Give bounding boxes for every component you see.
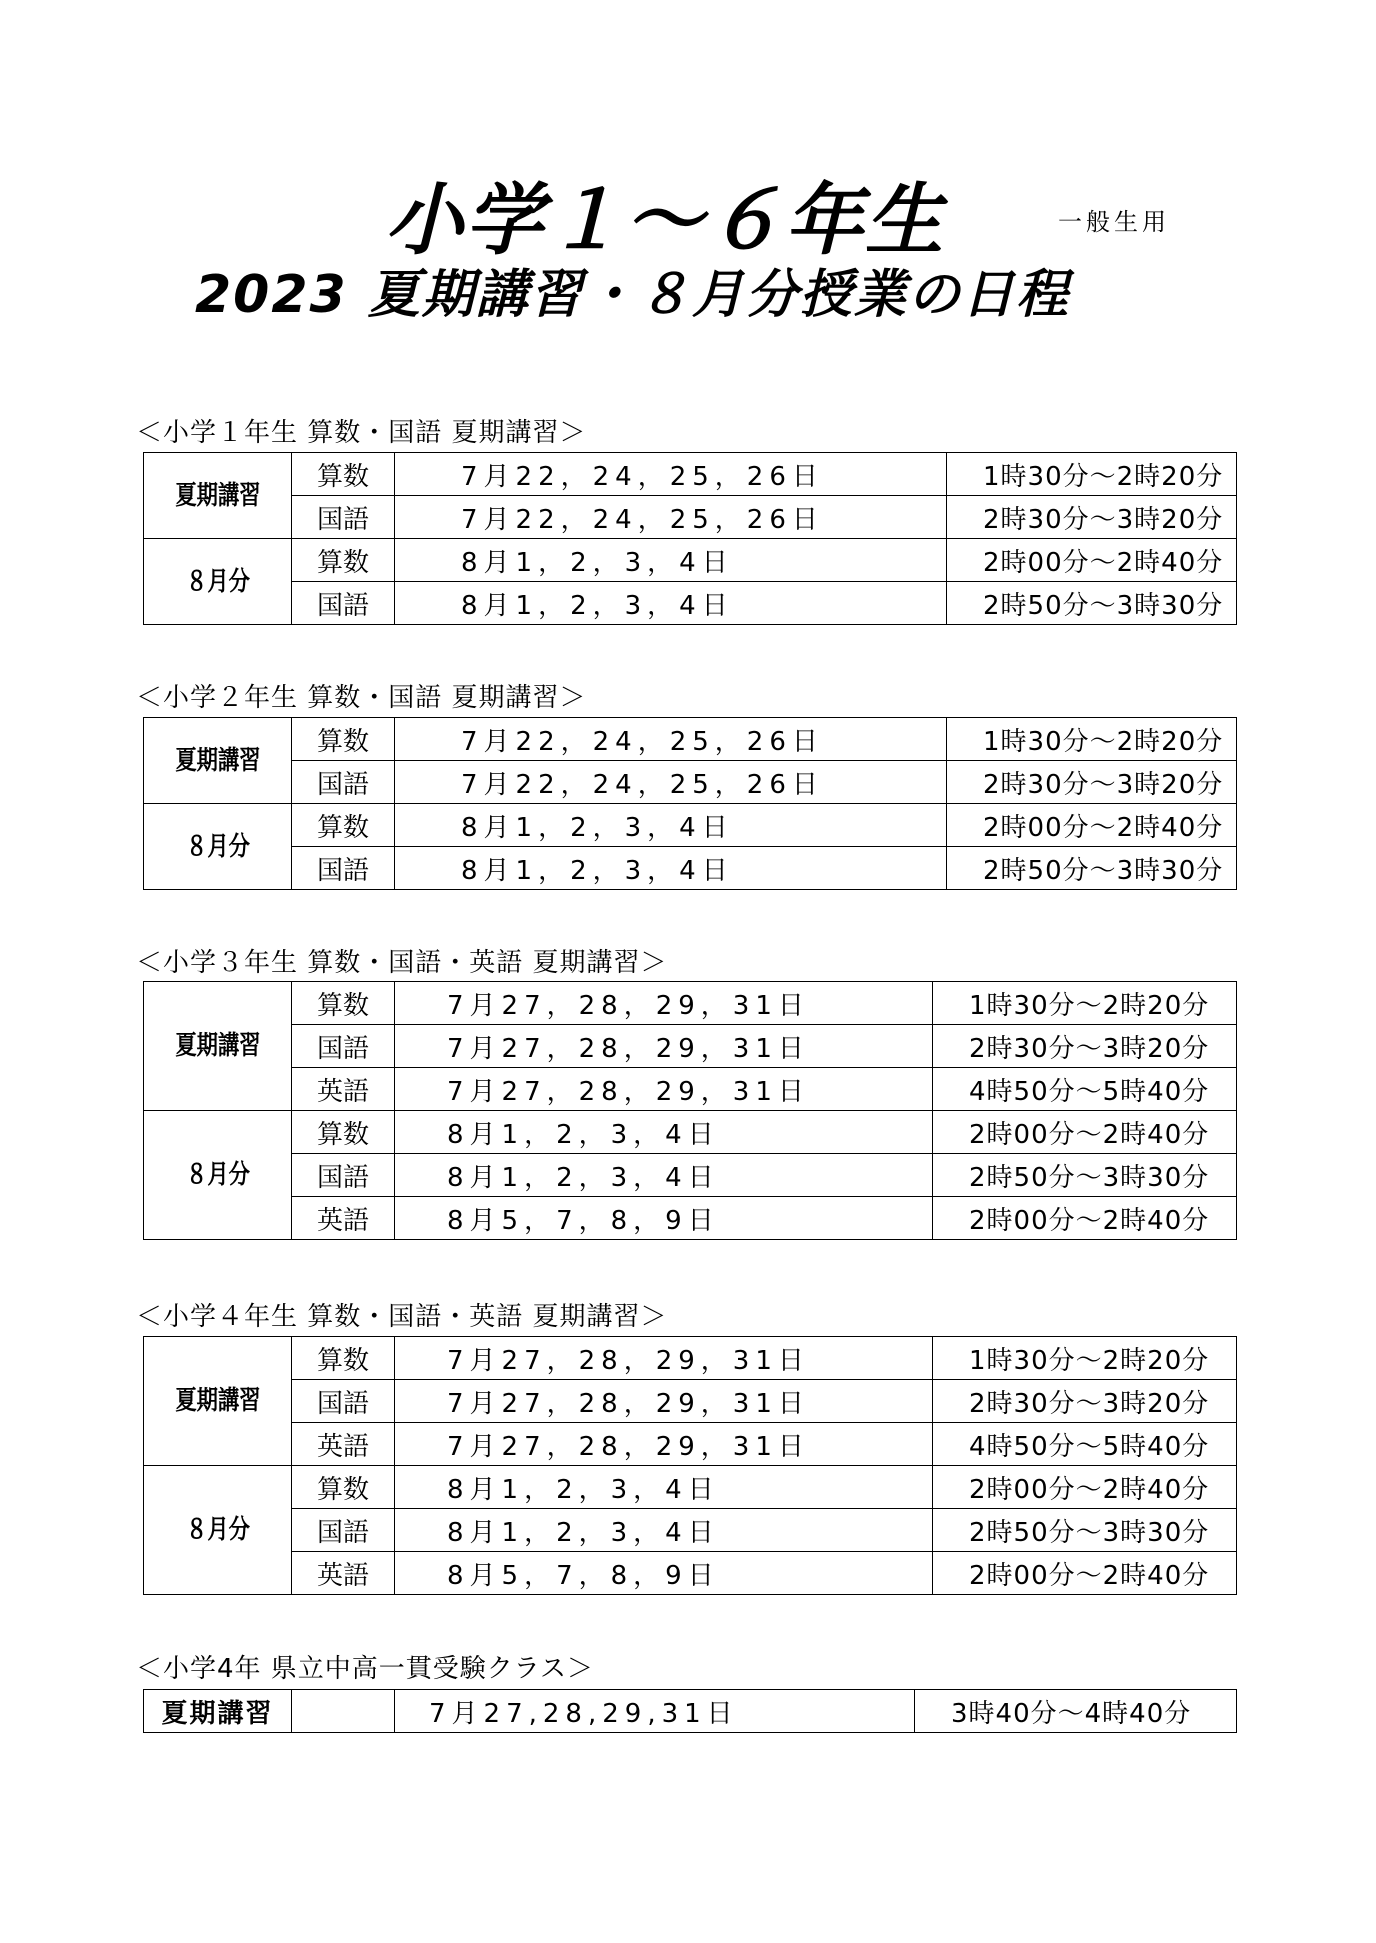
table-row (144, 1337, 1237, 1380)
table-row (144, 718, 1237, 761)
table-row (144, 1111, 1237, 1154)
table-row (144, 582, 1237, 625)
dates-cell: 8月1，2，3，4日 (395, 582, 947, 625)
subject-cell: 英語 (292, 1068, 395, 1111)
group-label: ８月分 (157, 1111, 278, 1240)
group-label: 夏期講習 (157, 718, 278, 804)
table-row (144, 1552, 1237, 1595)
time-cell: 1時30分～2時20分 (947, 718, 1237, 761)
table-row (144, 1509, 1237, 1552)
dates-cell: 8月5，7，8，9日 (395, 1552, 933, 1595)
table-row (144, 847, 1237, 890)
subject-cell: 国語 (292, 1380, 395, 1423)
dates-cell: 8月1，2，3，4日 (395, 804, 947, 847)
page-title: 小学１～６年生 (385, 176, 946, 266)
group-label: ８月分 (157, 804, 278, 890)
subject-cell: 英語 (292, 1197, 395, 1240)
subject-cell: 算数 (292, 718, 395, 761)
time-cell: 1時30分～2時20分 (947, 453, 1237, 496)
subject-cell: 国語 (292, 847, 395, 890)
subject-cell: 算数 (292, 1337, 395, 1380)
dates-cell: 7月22，24，25，26日 (395, 496, 947, 539)
time-cell: 2時50分～3時30分 (947, 847, 1237, 890)
group-label: 夏期講習 (157, 453, 278, 539)
subject-cell: 国語 (292, 1154, 395, 1197)
subject-cell: 算数 (292, 539, 395, 582)
table-row (144, 1423, 1237, 1466)
dates-cell: 7月27，28，29，31日 (395, 1025, 933, 1068)
time-cell: 2時50分～3時30分 (933, 1509, 1237, 1552)
subject-cell: 英語 (292, 1423, 395, 1466)
table-row (144, 453, 1237, 496)
group-label: 夏期講習 (157, 1337, 278, 1466)
table-row (144, 982, 1237, 1025)
dates-cell: 7月27，28，29，31日 (395, 982, 933, 1025)
time-cell: 2時30分～3時20分 (947, 496, 1237, 539)
dates-cell: 7月22，24，25，26日 (395, 453, 947, 496)
section-heading-special: ＜小学4年 県立中高一貫受験クラス＞ (136, 1654, 595, 1684)
time-cell: 4時50分～5時40分 (933, 1423, 1237, 1466)
table-row (144, 761, 1237, 804)
time-cell: 3時40分～4時40分 (915, 1690, 1237, 1733)
time-cell: 1時30分～2時20分 (933, 982, 1237, 1025)
subject-cell: 国語 (292, 1509, 395, 1552)
time-cell: 2時00分～2時40分 (933, 1111, 1237, 1154)
time-cell: 2時30分～3時20分 (933, 1380, 1237, 1423)
page-subtitle: 2023 夏期講習・８月分授業の日程 (195, 265, 1070, 325)
group-label: ８月分 (157, 1466, 278, 1595)
time-cell: 1時30分～2時20分 (933, 1337, 1237, 1380)
group-label: 夏期講習 (157, 982, 278, 1111)
subject-cell: 国語 (292, 761, 395, 804)
subject-cell: 算数 (292, 1111, 395, 1154)
time-cell: 4時50分～5時40分 (933, 1068, 1237, 1111)
dates-cell: 8月1，2，3，4日 (395, 1111, 933, 1154)
table-row (144, 1690, 1237, 1733)
audience-note: 一般生用 (1058, 208, 1170, 236)
subject-cell: 算数 (292, 453, 395, 496)
table-row (144, 496, 1237, 539)
table-row (144, 1068, 1237, 1111)
dates-cell: 7月22，24，25，26日 (395, 761, 947, 804)
group-label: 夏期講習 (144, 1690, 292, 1733)
dates-cell: 8月1，2，3，4日 (395, 1509, 933, 1552)
time-cell: 2時00分～2時40分 (933, 1197, 1237, 1240)
dates-cell: 7月27，28，29，31日 (395, 1423, 933, 1466)
dates-cell: 8月1，2，3，4日 (395, 1466, 933, 1509)
table-row (144, 1380, 1237, 1423)
section-heading-grade4: ＜小学４年生 算数・国語・英語 夏期講習＞ (136, 1302, 668, 1332)
schedule-table-special (143, 1689, 1237, 1733)
time-cell: 2時00分～2時40分 (947, 804, 1237, 847)
dates-cell: 7月22，24，25，26日 (395, 718, 947, 761)
group-label: ８月分 (157, 539, 278, 625)
dates-cell: 7月27，28，29，31日 (395, 1068, 933, 1111)
schedule-table-grade3 (143, 981, 1237, 1240)
dates-cell: 7月27，28，29，31日 (395, 1337, 933, 1380)
dates-cell: 8月1，2，3，4日 (395, 1154, 933, 1197)
subject-cell: 国語 (292, 1025, 395, 1068)
subject-cell: 算数 (292, 982, 395, 1025)
time-cell: 2時30分～3時20分 (933, 1025, 1237, 1068)
subject-cell: 英語 (292, 1552, 395, 1595)
table-row (144, 1466, 1237, 1509)
time-cell: 2時00分～2時40分 (933, 1466, 1237, 1509)
schedule-table-grade1 (143, 452, 1237, 625)
table-row (144, 539, 1237, 582)
table-row (144, 1025, 1237, 1068)
table-row (144, 1197, 1237, 1240)
subject-cell: 算数 (292, 804, 395, 847)
dates-cell: 7月27,28,29,31日 (395, 1690, 915, 1733)
time-cell: 2時00分～2時40分 (947, 539, 1237, 582)
section-heading-grade1: ＜小学１年生 算数・国語 夏期講習＞ (136, 418, 587, 448)
dates-cell: 8月1，2，3，4日 (395, 539, 947, 582)
time-cell: 2時00分～2時40分 (933, 1552, 1237, 1595)
table-row (144, 1154, 1237, 1197)
schedule-table-grade4 (143, 1336, 1237, 1595)
section-heading-grade3: ＜小学３年生 算数・国語・英語 夏期講習＞ (136, 948, 668, 978)
subject-cell: 国語 (292, 582, 395, 625)
dates-cell: 8月1，2，3，4日 (395, 847, 947, 890)
time-cell: 2時50分～3時30分 (947, 582, 1237, 625)
time-cell: 2時30分～3時20分 (947, 761, 1237, 804)
subject-cell (292, 1690, 395, 1733)
dates-cell: 8月5，7，8，9日 (395, 1197, 933, 1240)
schedule-table-grade2 (143, 717, 1237, 890)
subject-cell: 国語 (292, 496, 395, 539)
table-row (144, 804, 1237, 847)
section-heading-grade2: ＜小学２年生 算数・国語 夏期講習＞ (136, 683, 587, 713)
subject-cell: 算数 (292, 1466, 395, 1509)
time-cell: 2時50分～3時30分 (933, 1154, 1237, 1197)
dates-cell: 7月27，28，29，31日 (395, 1380, 933, 1423)
